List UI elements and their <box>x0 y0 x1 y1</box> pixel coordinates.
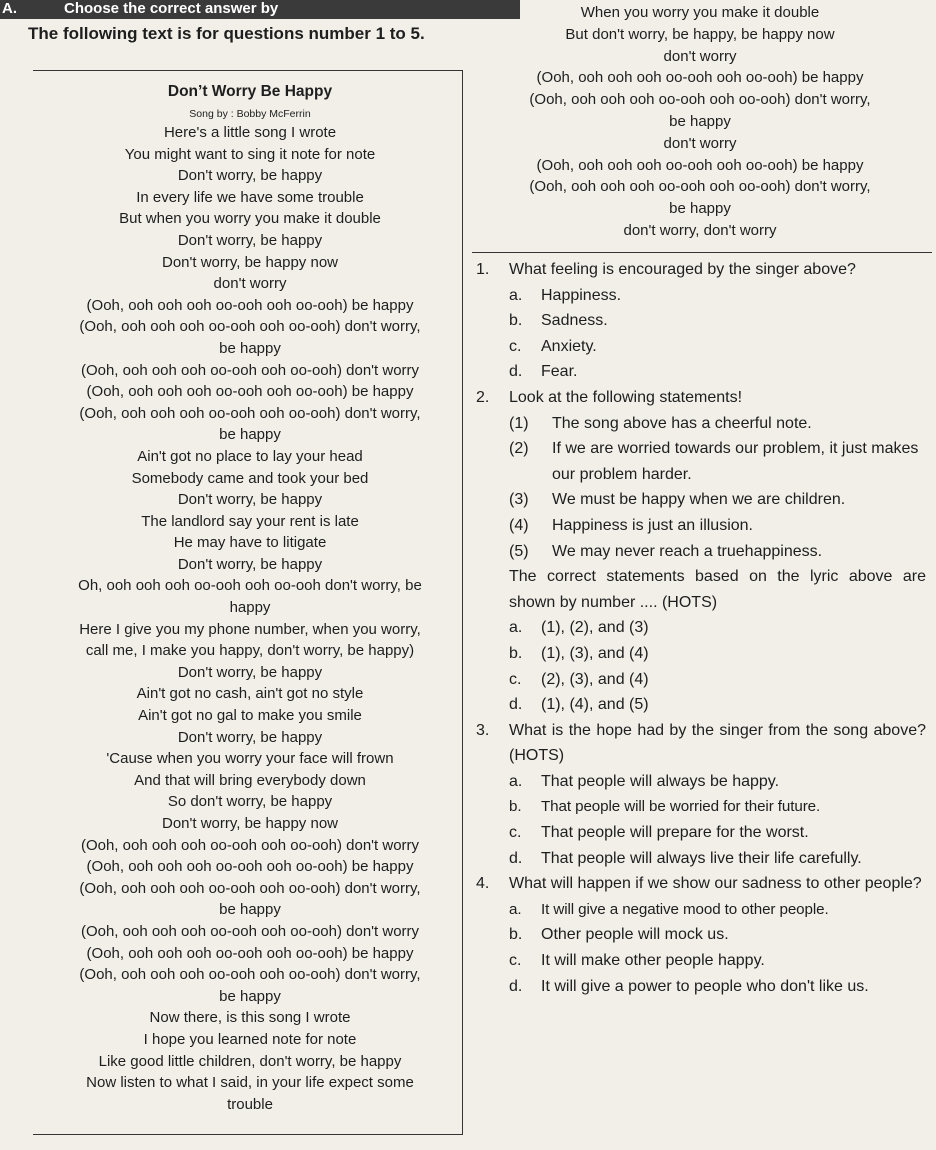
lyric-line: Don't worry, be happy now <box>161 253 338 271</box>
statement-4 <box>476 513 926 539</box>
question-text: What is the hope had by the singer from the song above? (HOTS) <box>509 721 926 765</box>
option-text: That people will always live their life carefully. <box>541 849 862 867</box>
option-letter: d. <box>509 977 523 995</box>
statement-text: We may never reach a truehappiness. <box>552 542 823 560</box>
lyric-line: He may have to litigate <box>173 534 327 552</box>
section-title: Choose the correct answer by <box>64 0 279 17</box>
lyrics-divider <box>472 252 932 253</box>
option-a[interactable] <box>476 283 926 309</box>
lyric-line: (Ooh, ooh ooh ooh oo-ooh ooh oo-ooh) don't worry <box>80 836 420 854</box>
lyric-line: be happy <box>219 987 281 1005</box>
lyrics-lines-right <box>470 2 930 242</box>
statement-number: (1) <box>509 414 529 432</box>
question-text: What feeling is encouraged by the singer above? <box>509 261 856 278</box>
lyric-line: I hope you learned note for note <box>143 1030 357 1048</box>
lyric-line: (Ooh, ooh ooh ooh oo-ooh ooh oo-ooh) be happy <box>86 858 414 876</box>
option-b[interactable] <box>476 794 926 820</box>
question-text: What will happen if we show our sadness to other people? <box>509 875 922 893</box>
lyric-line: don't worry <box>213 275 287 293</box>
lyric-line: Now listen to what I said, in your life expect some <box>86 1074 414 1092</box>
option-letter: b. <box>509 644 523 662</box>
option-d[interactable] <box>476 692 926 718</box>
lyric-line: (Ooh, ooh ooh ooh oo-ooh ooh oo-ooh) don't worry, <box>79 879 421 897</box>
song-title: Don’t Worry Be Happy <box>167 83 333 100</box>
question-1 <box>476 257 926 385</box>
question-list <box>476 257 926 999</box>
option-b[interactable] <box>476 308 926 334</box>
option-a[interactable] <box>476 615 926 641</box>
option-text: Fear. <box>541 363 578 381</box>
option-a[interactable] <box>476 897 926 923</box>
lyric-line: Like good little children, don't worry, be happy <box>98 1052 402 1070</box>
option-letter: d. <box>509 696 523 714</box>
lyric-line: But don't worry, be happy, be happy now <box>565 25 835 43</box>
option-d[interactable] <box>476 974 926 1000</box>
lyric-line: (Ooh, ooh ooh ooh oo-ooh ooh oo-ooh) don't worry <box>80 922 420 940</box>
option-letter: a. <box>509 772 523 790</box>
lyric-line: Don't worry, be happy now <box>161 815 338 832</box>
option-text: Other people will mock us. <box>541 926 729 944</box>
lyric-line: (Ooh, ooh ooh ooh oo-ooh ooh oo-ooh) be happy <box>536 156 864 174</box>
song-lyrics-left <box>40 82 460 1115</box>
lyric-line: (Ooh, ooh ooh ooh oo-ooh ooh oo-ooh) be happy <box>536 69 864 87</box>
statement-text: We must be happy when we are children. <box>552 491 846 509</box>
section-header-bar <box>0 0 520 19</box>
lyric-line: But when you worry you make it double <box>119 210 381 228</box>
option-d[interactable] <box>476 359 926 385</box>
question-number: 4. <box>476 875 490 893</box>
lyric-line: Ain't got no place to lay your head <box>137 447 363 465</box>
lyric-line: Don't worry, be happy <box>177 555 323 573</box>
option-letter: b. <box>509 798 522 816</box>
lyric-line: The landlord say your rent is late <box>141 512 359 530</box>
lyric-line: be happy <box>219 339 281 357</box>
option-c[interactable] <box>476 667 926 693</box>
lyric-line: Ain't got no cash, ain't got no style <box>136 685 364 703</box>
option-letter: a. <box>509 900 522 918</box>
lyric-line: You might want to sing it note for note <box>124 145 376 163</box>
statement-text: The song above has a cheerful note. <box>552 414 812 432</box>
option-letter: a. <box>509 286 523 304</box>
question-number: 2. <box>476 388 490 406</box>
lyric-line: don't worry <box>663 134 737 152</box>
lyric-line: be happy <box>219 901 281 919</box>
lyric-line: be happy <box>219 426 281 444</box>
option-text: It will give a negative mood to other people. <box>541 900 829 918</box>
lyric-line: 'Cause when you worry your face will frown <box>106 750 394 768</box>
lyric-line: (Ooh, ooh ooh ooh oo-ooh ooh oo-ooh) don't worry, <box>79 318 421 336</box>
question-number: 1. <box>476 261 490 278</box>
lyric-line: (Ooh, ooh ooh ooh oo-ooh ooh oo-ooh) be happy <box>86 296 414 314</box>
option-b[interactable] <box>476 922 926 948</box>
option-letter: d. <box>509 849 523 867</box>
lyric-line: trouble <box>227 1095 273 1113</box>
lyric-line: Now there, is this song I wrote <box>149 1009 351 1027</box>
statement-number: (4) <box>509 516 529 534</box>
lyric-line: (Ooh, ooh ooh ooh oo-ooh ooh oo-ooh) don't worry, <box>79 404 421 422</box>
song-lyrics-right <box>470 2 930 242</box>
option-text: It will give a power to people who don't like us. <box>541 977 869 995</box>
statement-2 <box>476 436 926 487</box>
statement-5 <box>476 539 926 565</box>
option-text: (2), (3), and (4) <box>541 670 649 688</box>
lyric-line: In every life we have some trouble <box>136 188 364 206</box>
question-text: Look at the following statements! <box>509 388 743 406</box>
option-letter: c. <box>509 337 522 355</box>
lyric-line: happy <box>229 599 271 617</box>
option-letter: b. <box>509 312 523 330</box>
statement-1 <box>476 411 926 437</box>
lyric-line: Don't worry, be happy <box>177 663 323 681</box>
option-letter: c. <box>509 670 522 688</box>
option-text: That people will always be happy. <box>541 772 780 790</box>
lyric-line: don't worry <box>663 47 737 65</box>
lyric-line: call me, I make you happy, don't worry, be happy) <box>85 642 415 660</box>
option-text: That people will prepare for the worst. <box>541 824 809 842</box>
lyric-line: Here's a little song I wrote <box>163 124 337 141</box>
lyric-line: be happy <box>669 200 731 218</box>
option-c[interactable] <box>476 948 926 974</box>
option-text: (1), (2), and (3) <box>541 619 649 637</box>
lyric-line: And that will bring everybody down <box>134 771 366 789</box>
option-text: Happiness. <box>541 286 622 304</box>
lyric-line: be happy <box>669 112 731 130</box>
statement-text: Happiness is just an illusion. <box>552 516 753 534</box>
option-d[interactable] <box>476 846 926 872</box>
statement-number: (5) <box>509 542 529 560</box>
lyric-line: Somebody came and took your bed <box>131 469 369 487</box>
option-text: Sadness. <box>541 312 608 330</box>
option-text: It will make other people happy. <box>541 952 765 970</box>
statement-3 <box>476 487 926 513</box>
option-text: Anxiety. <box>541 337 597 355</box>
option-b[interactable] <box>476 641 926 667</box>
question-prompt: The correct statements based on the lyric above are shown by number .... (HOTS) <box>509 568 926 611</box>
section-badge: A. <box>2 0 17 17</box>
option-letter: d. <box>509 363 523 381</box>
question-4 <box>476 871 926 999</box>
lyric-line: (Ooh, ooh ooh ooh oo-ooh ooh oo-ooh) don't worry, <box>79 966 421 984</box>
lyric-line: (Ooh, ooh ooh ooh oo-ooh ooh oo-ooh) don't worry <box>80 361 420 379</box>
question-2 <box>476 385 926 718</box>
lyric-line: Don't worry, be happy <box>177 491 323 509</box>
lyric-line: So don't worry, be happy <box>167 793 333 811</box>
option-text: (1), (4), and (5) <box>541 696 649 714</box>
song-byline: Song by : Bobby McFerrin <box>189 108 311 120</box>
lyric-line: don't worry, don't worry <box>623 221 777 239</box>
option-letter: c. <box>509 824 522 842</box>
intro-text: The following text is for questions number 1 to 5. <box>28 24 425 43</box>
option-letter: b. <box>509 926 523 944</box>
option-text: (1), (3), and (4) <box>541 644 649 662</box>
lyric-line: (Ooh, ooh ooh ooh oo-ooh ooh oo-ooh) don't worry, <box>529 178 871 196</box>
lyric-line: Don't worry, be happy <box>177 167 323 185</box>
option-c[interactable] <box>476 820 926 846</box>
lyric-line: (Ooh, ooh ooh ooh oo-ooh ooh oo-ooh) be happy <box>86 944 414 962</box>
option-a[interactable] <box>476 769 926 795</box>
lyric-line: Oh, ooh ooh ooh oo-ooh ooh oo-ooh don't worry, be <box>78 577 422 595</box>
lyrics-lines-left <box>40 122 460 1115</box>
option-letter: a. <box>509 619 523 637</box>
lyric-line: (Ooh, ooh ooh ooh oo-ooh ooh oo-ooh) be happy <box>86 383 414 401</box>
lyric-line: Don't worry, be happy <box>177 728 323 746</box>
lyric-line: Here I give you my phone number, when you worry, <box>79 620 421 638</box>
option-text: That people will be worried for their future. <box>541 798 821 816</box>
question-number: 3. <box>476 721 490 739</box>
option-letter: c. <box>509 952 522 970</box>
statement-number: (3) <box>509 491 529 509</box>
statement-text: If we are worried towards our problem, it just makes our problem harder. <box>552 440 919 483</box>
option-c[interactable] <box>476 334 926 360</box>
lyric-line: Ain't got no gal to make you smile <box>138 707 362 725</box>
statement-number: (2) <box>509 440 529 458</box>
lyric-line: Don't worry, be happy <box>177 231 323 249</box>
lyric-line: (Ooh, ooh ooh ooh oo-ooh ooh oo-ooh) don't worry, <box>529 91 871 109</box>
question-3 <box>476 718 926 872</box>
lyric-line: When you worry you make it double <box>580 4 820 21</box>
